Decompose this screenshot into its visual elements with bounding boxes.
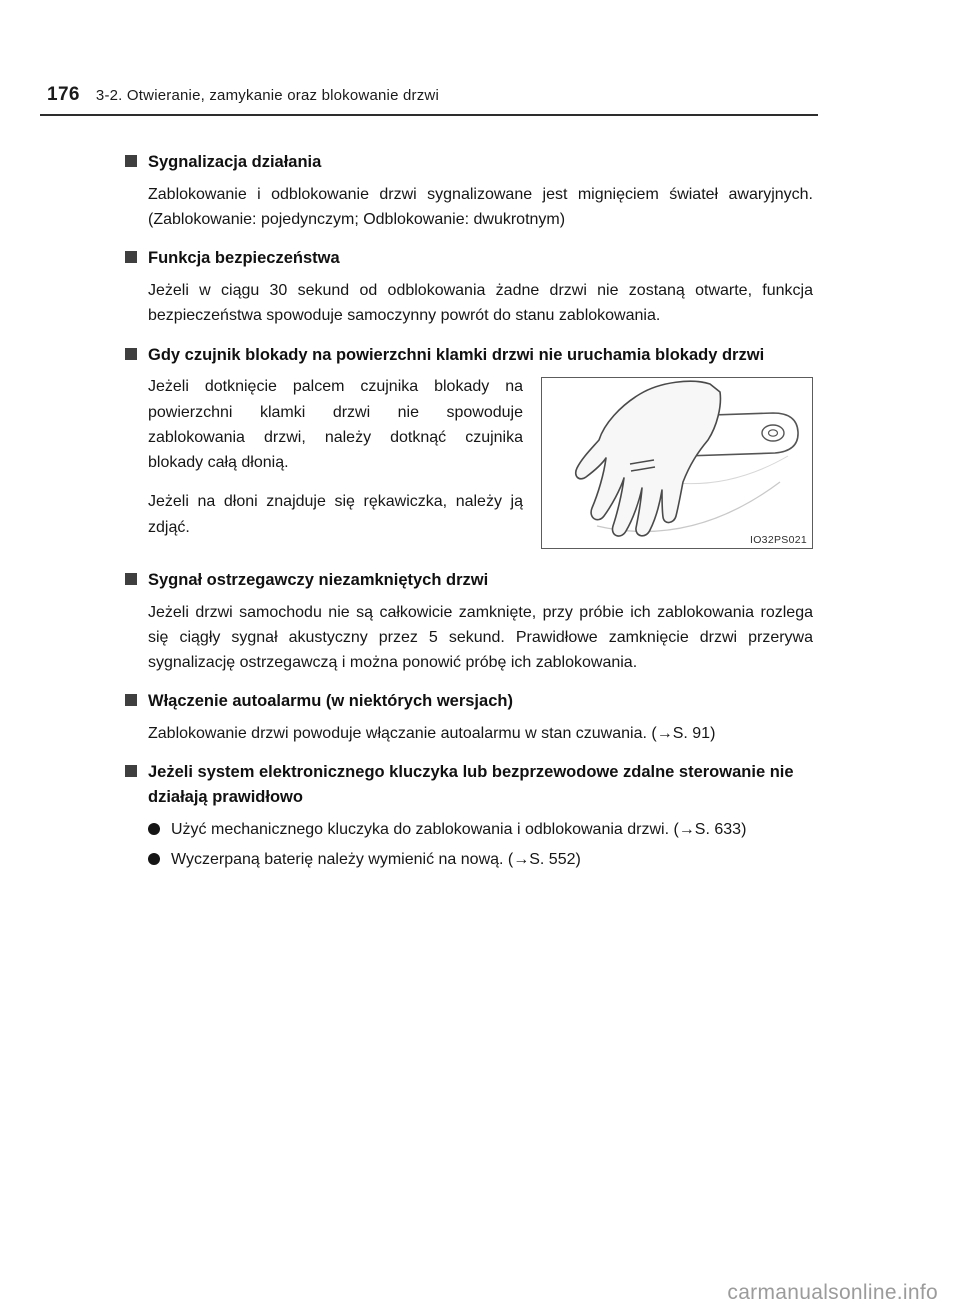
list-item [148,847,813,872]
page-header [47,84,815,106]
figure-door-handle [541,377,813,549]
square-bullet-icon [125,694,137,706]
page-content [125,136,813,878]
section-heading: Jeżeli system elektronicznego kluczyka lub bezprzewodowe zdalne sterowanie nie działają prawidłowo [148,763,794,807]
section-paragraph: Zablokowanie drzwi powoduje włączanie autoalarmu w stan czuwania. (→S. 91) [148,725,716,743]
section-czujnik-blokady [125,343,813,554]
section-sygnalizacja [125,150,813,232]
section-autoalarm [125,689,813,746]
section-heading: Sygnalizacja działania [148,153,322,171]
figure-caption: IO32PS021 [747,534,807,546]
section-paragraph: Jeżeli drzwi samochodu nie są całkowicie zamknięte, przy próbie ich zablokowania rozlega się ciągły sygnał akustyczny przez 5 sekund. Prawidłowe zamknięcie drzwi przerywa sygnalizację ostrzegawczą i można ponowić próbę ich zablokowania. [148,603,813,672]
section-funkcja-bezpieczenstwa [125,246,813,328]
section-paragraph: Jeżeli w ciągu 30 sekund od odblokowania żadne drzwi nie zostaną otwarte, funkcja bezpieczeństwa spowoduje samoczynny powrót do stanu zablokowania. [148,282,813,325]
circle-bullet-icon [148,823,160,835]
chapter-title: 3-2. Otwieranie, zamykanie oraz blokowanie drzwi [95,87,439,104]
section-kluczyk-awaria [125,760,813,872]
header-divider [40,114,818,116]
section-paragraph: Zablokowanie i odblokowanie drzwi sygnalizowane jest mignięciem świateł awaryjnych. (Zablokowanie: pojedynczym; Odblokowanie: dwukrotnym) [148,185,813,229]
square-bullet-icon [125,573,137,585]
square-bullet-icon [125,348,137,360]
square-bullet-icon [125,155,137,167]
section-sygnal-ostrzegawczy [125,568,813,676]
circle-bullet-icon [148,853,160,865]
square-bullet-icon [125,251,137,263]
section-text-column [148,374,523,554]
hand-door-handle-illustration [542,378,812,548]
section-heading: Sygnał ostrzegawczy niezamkniętych drzwi [148,570,489,589]
section-paragraph: Jeżeli dotknięcie palcem czujnika blokady na powierzchni klamki drzwi nie spowoduje zablokowania drzwi, należy dotknąć czujnika blokady całą dłonią. [148,378,523,472]
section-heading: Włączenie autoalarmu (w niektórych wersjach) [148,692,513,711]
section-heading: Funkcja bezpieczeństwa [148,249,340,268]
list-item [148,817,813,842]
list-item-text: Wyczerpaną baterię należy wymienić na nową. (→S. 552) [171,851,581,869]
square-bullet-icon [125,765,137,777]
section-paragraph: Jeżeli na dłoni znajduje się rękawiczka, należy ją zdjąć. [148,493,523,536]
section-heading: Gdy czujnik blokady na powierzchni klamki drzwi nie uruchamia blokady drzwi [148,345,765,364]
list-item-text: Użyć mechanicznego kluczyka do zablokowania i odblokowania drzwi. (→S. 633) [171,820,747,838]
watermark: carmanualsonline.info [727,1281,938,1304]
page-number: 176 [47,84,80,105]
